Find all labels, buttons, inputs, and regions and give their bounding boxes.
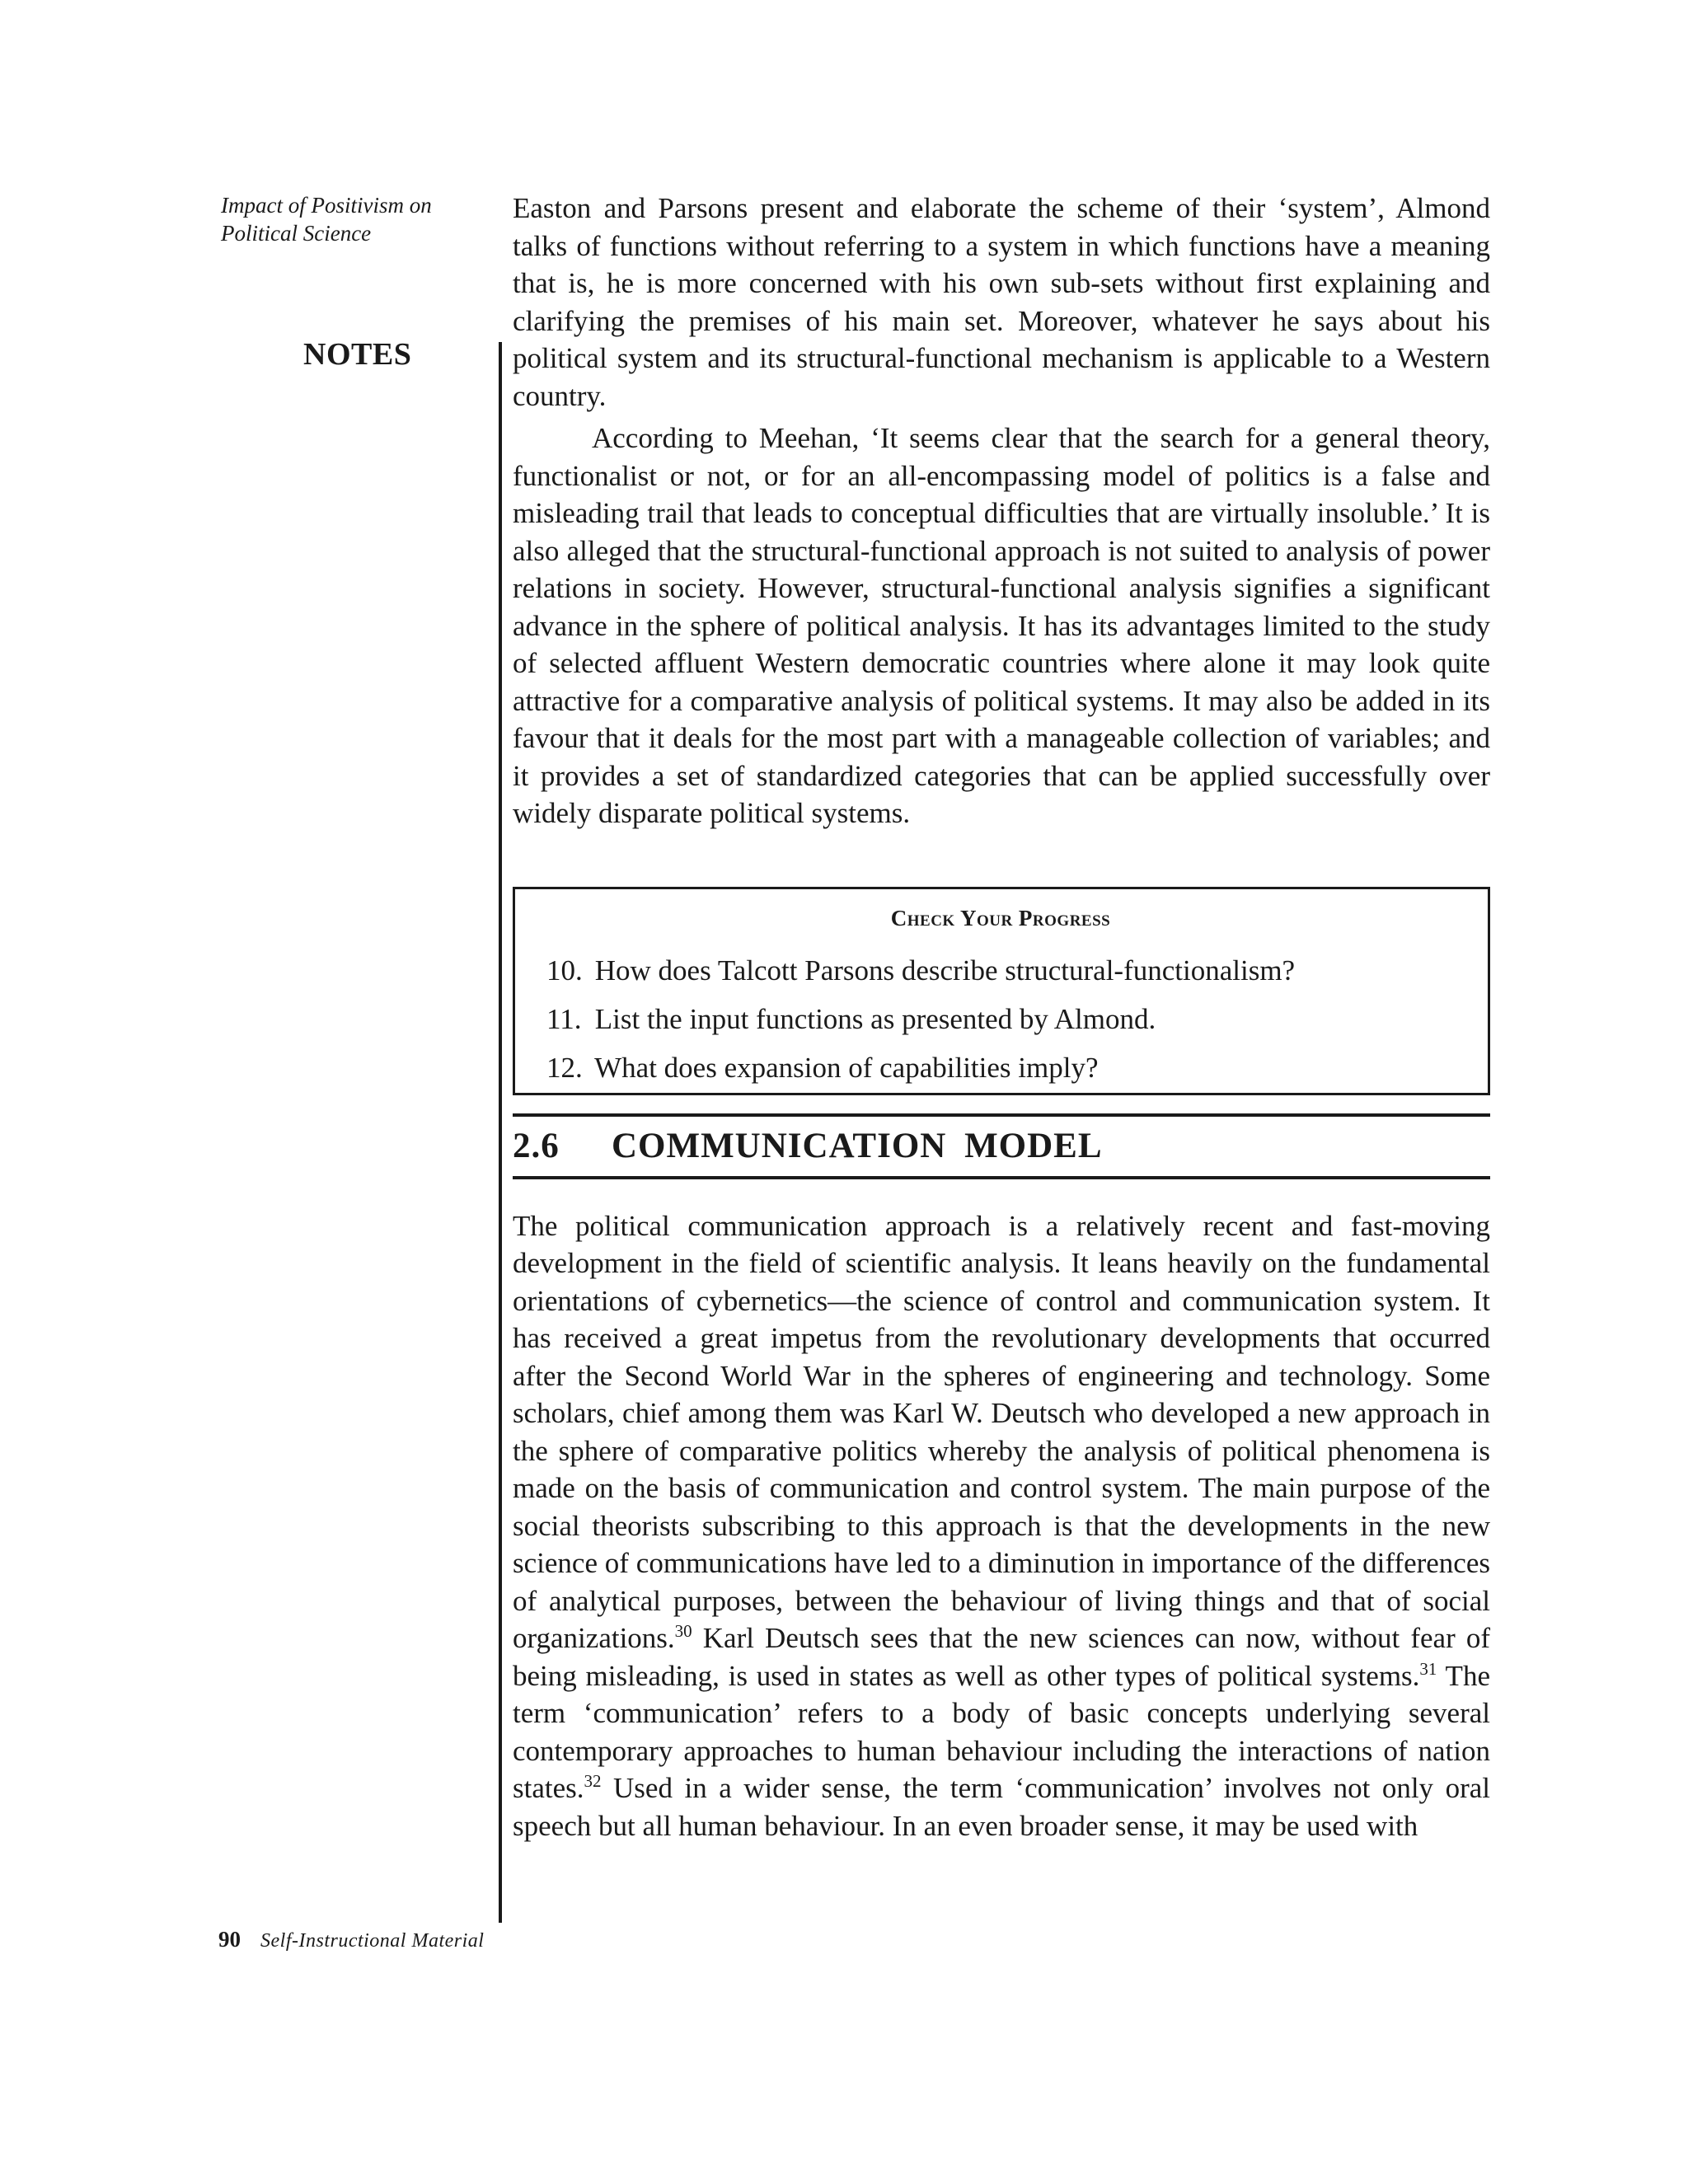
question-text: List the input functions as presented by Almond. (594, 1002, 1156, 1035)
margin-divider-rule (499, 342, 502, 1923)
body-paragraph-2: According to Meehan, ‘It seems clear that the search for a general theory, functionalist or not, or for an all-encompassing model of politics is a false and misleading trail that leads to conceptual difficulties that are virtually insoluble.’ It is also alleged that the structural-functional approach is not suited to analysis of power relations in society. However, structural-functional analysis signifies a significant advance in the sphere of political analysis. It has its advantages limited to the study of selected affluent Western democratic countries where alone it may look quite attractive for a comparative analysis of political systems. It may also be added in its favour that it deals for the most part with a manageable collection of variables; and it provides a set of standardized categories that can be applied successfully over widely disparate political systems. (513, 422, 1490, 829)
question-item (546, 995, 1455, 1043)
main-content (513, 190, 1490, 1844)
footnote-ref[interactable]: 31 (1419, 1658, 1437, 1679)
question-text: How does Talcott Parsons describe structural-functionalism? (594, 954, 1296, 987)
running-head-line-1: Impact of Positivism on (221, 193, 432, 218)
question-text: What does expansion of capabilities imply? (594, 1051, 1099, 1084)
footnote-ref[interactable]: 32 (584, 1771, 602, 1791)
section-number: 2.6 (513, 1127, 560, 1165)
paragraph-text: The political communication approach is a relatively recent and fast-moving development in the field of scientific analysis. It leans heavily on the fundamental orientations of cybernetics—the science of control and communication system. It has received a great impetus from the revolutionary developments that occurred after the Second World War in the spheres of engineering and technology. Some scholars, chief among them was Karl W. Deutsch who developed a new approach in the sphere of comparative politics whereby the analysis of political phenomena is made on the basis of communication and control system. The main purpose of the social theorists subscribing to this approach is that the developments in the new science of communications have led to a diminution in importance of the differences of analytical purposes, between the behaviour of living things and that of social organizations. (513, 1209, 1490, 1654)
question-item (546, 1043, 1455, 1092)
question-number: 12. (546, 1051, 583, 1084)
running-head-line-2: Political Science (221, 221, 372, 246)
section-title: COMMUNICATION MODEL (612, 1127, 1103, 1165)
paragraph-text: Used in a wider sense, the term ‘communication’ involves not only oral speech but all human behaviour. In an even broader sense, it may be used with (513, 1772, 1490, 1842)
check-your-progress-title: Check Your Progress (890, 905, 1111, 930)
section-heading (513, 1113, 1490, 1179)
running-head (221, 191, 468, 247)
notes-label: NOTES (303, 337, 412, 372)
footer-label: Self-Instructional Material (260, 1930, 485, 1952)
question-item (546, 946, 1455, 995)
communication-paragraph (513, 1207, 1490, 1845)
page-footer (218, 1927, 484, 1952)
question-number: 10. (546, 954, 583, 987)
paragraph-text: The term ‘communication’ refers to a body of basic concepts underlying several contemporary approaches to human behaviour including the interactions of nation states. (513, 1659, 1490, 1804)
question-number: 11. (546, 1002, 582, 1035)
footnote-ref[interactable]: 30 (674, 1621, 692, 1641)
paragraph-text: Karl Deutsch sees that the new sciences can now, without fear of being misleading, is used in states as well as other types of political systems. (513, 1622, 1490, 1692)
page-number: 90 (218, 1927, 241, 1952)
body-paragraph-1: Easton and Parsons present and elaborate the scheme of their ‘system’, Almond talks of functions without referring to a system in which functions have a meaning that is, he is more concerned with his own sub-sets without first explaining and clarifying the premises of his main set. Moreover, whatever he says about his political system and its structural-functional mechanism is applicable to a Western country. (513, 192, 1490, 412)
check-your-progress-box (513, 887, 1490, 1095)
